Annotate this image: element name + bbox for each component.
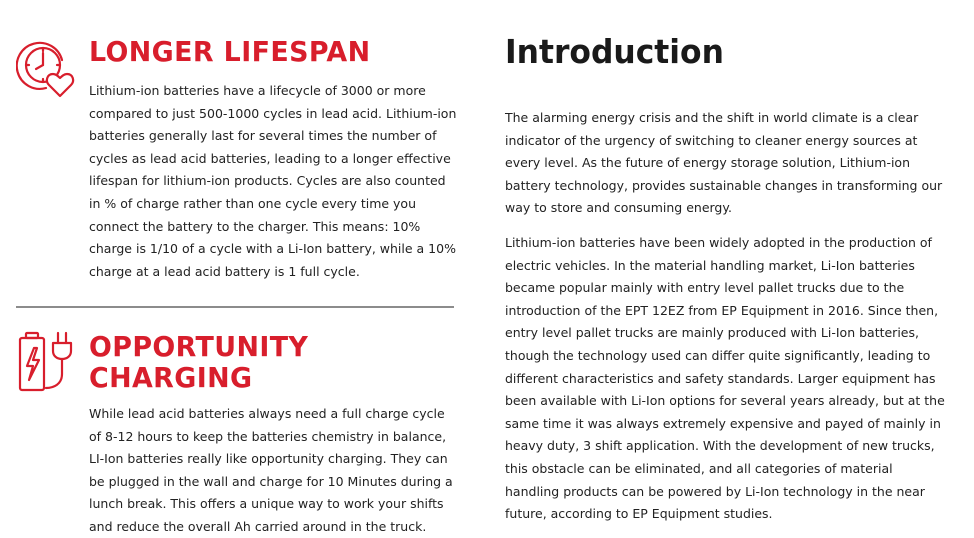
feature-description: Lithium-ion batteries have a lifecycle of 3000 or more compared to just 500-1000 cycles in lead acid. Lithium-ion batteries generally last for several times the number of cycles as lead acid batteries, leading to a longer effective lifespan for lithium-ion products. Cycles are also counted in % of charge rather than one cycle every time you connect the battery to the charger. This means: 10% charge is 1/10 of a cycle with a Li-Ion battery, while a 10% charge at a lead acid battery is 1 full cycle. xyxy=(89,83,457,279)
intro-paragraph: Lithium-ion batteries have been widely adopted in the production of electric vehicles. In the material handling market, Li-Ion batteries became popular mainly with entry level pallet trucks due to the introduction of the EPT 12EZ from EP Equipment in 2016. Since then, entry level pallet trucks are mainly produced with Li-Ion batteries, though the technology used can differ quite significantly, leading to different characteristics and safety standards. Larger equipment has been available with Li-Ion options for several years already, but at the same time it was always extremely expensive and payed of mainly in heavy duty, 3 shift application. With the development of new trucks, this obstacle can be eliminated, and all categories of material handling products can be powered by Li-Ion technology in the near future, according to EP Equipment studies. xyxy=(505,235,945,522)
feature-title-line: CHARGING xyxy=(89,361,253,394)
feature-title xyxy=(89,331,308,393)
feature-description: While lead acid batteries always need a full charge cycle of 8-12 hours to keep the batteries chemistry in balance, LI-Ion batteries really like opportunity charging. They can be plugged in the wall and charge for 10 Minutes during a lunch break. This offers a unique way to work your shifts and reduce the overall Ah carried around in the truck. xyxy=(89,406,453,534)
section-divider xyxy=(16,306,454,308)
clock-heart-icon xyxy=(16,38,76,98)
battery-plug-icon xyxy=(16,330,76,394)
feature-title-line: LONGER LIFESPAN xyxy=(89,35,371,68)
feature-title xyxy=(89,36,371,67)
intro-title: Introduction xyxy=(505,32,724,71)
intro-paragraph: The alarming energy crisis and the shift in world climate is a clear indicator of the urgency of switching to cleaner energy sources at every level. As the future of energy storage solution, Lithium-ion battery technology, provides sustainable changes in transforming our way to store and consuming energy. xyxy=(505,110,943,216)
feature-title-line: OPPORTUNITY xyxy=(89,330,309,363)
